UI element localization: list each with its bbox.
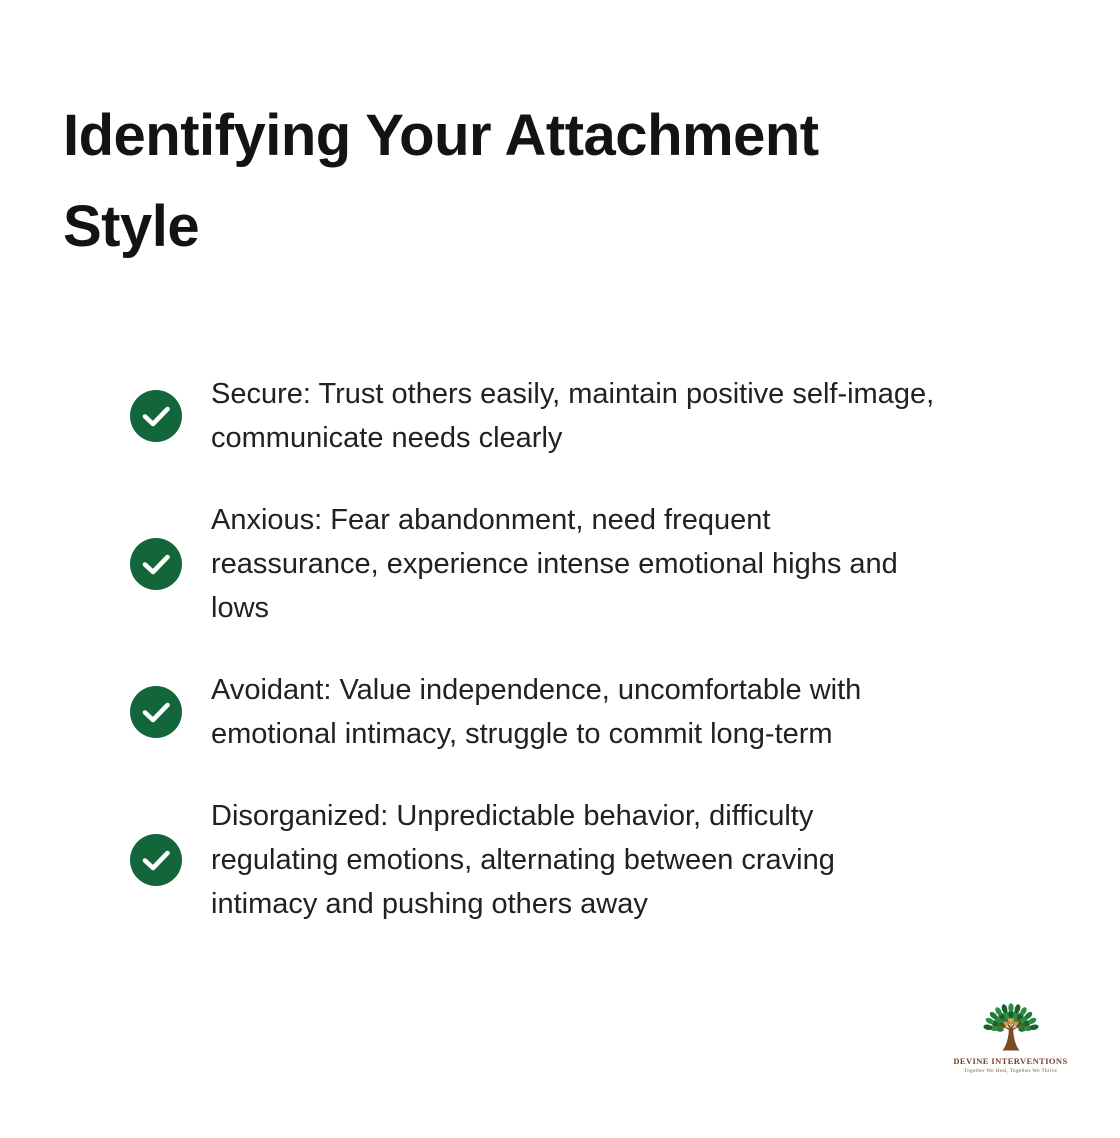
brand-logo bbox=[948, 1000, 1073, 1074]
tree-trunk bbox=[1002, 1029, 1019, 1050]
family-tree-icon bbox=[979, 1000, 1043, 1054]
list-item-text: Avoidant: Value independence, uncomfortable with emotional intimacy, struggle to commit long-term bbox=[211, 674, 862, 750]
check-circle-icon bbox=[130, 834, 182, 886]
check-circle-icon bbox=[130, 686, 182, 738]
check-circle-icon bbox=[130, 538, 182, 590]
list-item-avoidant bbox=[130, 668, 1065, 756]
list-item-anxious bbox=[130, 498, 1065, 630]
list-item-text: Anxious: Fear abandonment, need frequent reassurance, experience intense emotional highs and lows bbox=[211, 504, 898, 624]
list-item-secure bbox=[130, 372, 1065, 460]
attachment-style-list bbox=[130, 372, 1065, 964]
page-title: Identifying Your Attachment Style bbox=[63, 103, 819, 259]
brand-tagline: Together We Heal, Together We Thrive bbox=[963, 1068, 1058, 1074]
check-circle-icon bbox=[130, 390, 182, 442]
list-item-disorganized bbox=[130, 794, 1065, 926]
brand-name: DEVINE INTERVENTIONS bbox=[953, 1056, 1068, 1066]
list-item-text: Secure: Trust others easily, maintain positive self-image, communicate needs clearly bbox=[211, 378, 935, 454]
list-item-text: Disorganized: Unpredictable behavior, difficulty regulating emotions, alternating between craving intimacy and pushing others away bbox=[211, 800, 835, 920]
